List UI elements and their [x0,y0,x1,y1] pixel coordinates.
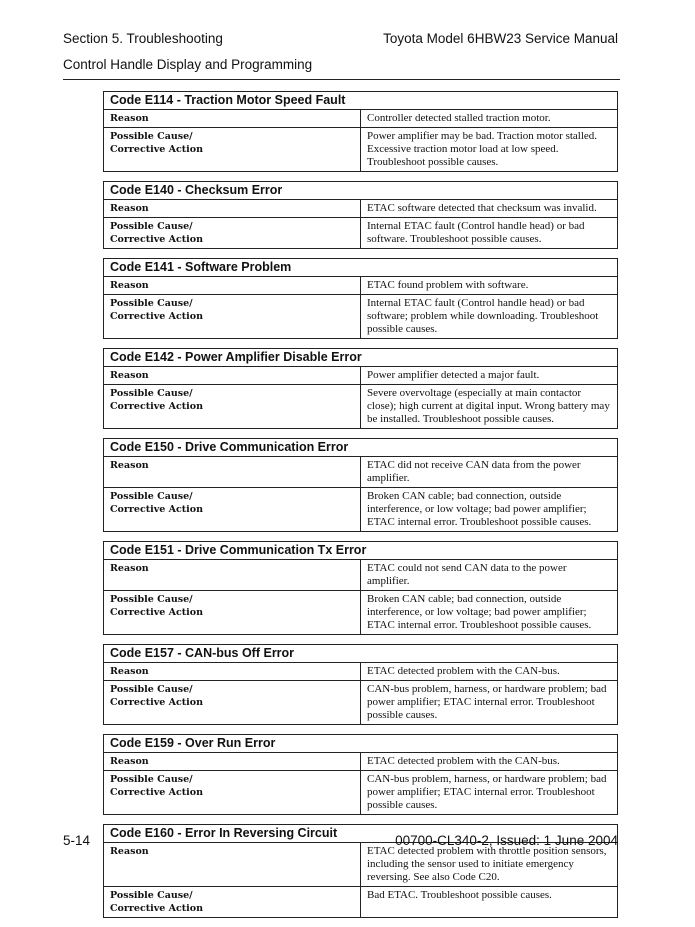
cause-label-line2: Corrective Action [110,787,204,798]
code-table-e114 [103,91,618,172]
cause-text: Internal ETAC fault (Control handle head) or bad software; problem while downloading. Troubleshoot possible causes. [361,295,618,339]
code-table-e151 [103,541,618,635]
footer-document-issue: 00700-CL340-2, Issued: 1 June 2004 [395,833,618,848]
cause-label-line1: Possible Cause/ [110,298,193,309]
cause-label [104,591,361,635]
footer-page-number: 5-14 [63,833,91,848]
reason-text: ETAC did not receive CAN data from the power amplifier. [361,457,618,488]
cause-label-line2: Corrective Action [110,401,204,412]
cause-label-line1: Possible Cause/ [110,684,193,695]
reason-text: ETAC could not send CAN data to the power amplifier. [361,560,618,591]
reason-label: Reason [104,753,361,771]
code-table-e150 [103,438,618,532]
reason-label: Reason [104,277,361,295]
header-section: Section 5. Troubleshooting [63,31,223,46]
reason-label: Reason [104,367,361,385]
header-manual-title: Toyota Model 6HBW23 Service Manual [383,31,618,46]
cause-label-line2: Corrective Action [110,234,204,245]
cause-label-line1: Possible Cause/ [110,594,193,605]
reason-label: Reason [104,110,361,128]
header-rule [63,79,620,80]
cause-text: Broken CAN cable; bad connection, outside interference, or low voltage; bad power amplifier; ETAC internal error. Troubleshoot possible causes. [361,591,618,635]
cause-label [104,218,361,249]
cause-label-line1: Possible Cause/ [110,890,193,901]
cause-label-line1: Possible Cause/ [110,491,193,502]
reason-text: ETAC found problem with software. [361,277,618,295]
cause-label-line2: Corrective Action [110,903,204,914]
code-table-e159 [103,734,618,815]
code-table-e142 [103,348,618,429]
cause-label-line1: Possible Cause/ [110,774,193,785]
cause-text: CAN-bus problem, harness, or hardware problem; bad power amplifier; ETAC internal error. Troubleshoot possible causes. [361,771,618,815]
cause-label [104,295,361,339]
cause-text: CAN-bus problem, harness, or hardware problem; bad power amplifier; ETAC internal error. Troubleshoot possible causes. [361,681,618,725]
code-table-e157 [103,644,618,725]
reason-label: Reason [104,457,361,488]
cause-text: Bad ETAC. Troubleshoot possible causes. [361,887,618,918]
cause-label-line1: Possible Cause/ [110,388,193,399]
code-title: Code E141 - Software Problem [104,259,618,277]
cause-label-line2: Corrective Action [110,504,204,515]
cause-label-line2: Corrective Action [110,311,204,322]
reason-text: Power amplifier detected a major fault. [361,367,618,385]
cause-label [104,385,361,429]
reason-text: ETAC detected problem with throttle position sensors, including the sensor used to initiate emergency reversing. See also Code C20. [361,843,618,887]
cause-label-line1: Possible Cause/ [110,131,193,142]
cause-label [104,771,361,815]
header-subtitle: Control Handle Display and Programming [63,57,313,72]
code-title: Code E150 - Drive Communication Error [104,439,618,457]
reason-label: Reason [104,200,361,218]
reason-label: Reason [104,560,361,591]
code-table-e140 [103,181,618,249]
cause-label-line2: Corrective Action [110,607,204,618]
cause-label [104,128,361,172]
reason-text: ETAC detected problem with the CAN-bus. [361,753,618,771]
cause-text: Severe overvoltage (especially at main contactor close); high current at digital input. Wrong battery may be installed. Troubleshoot possible causes. [361,385,618,429]
cause-label-line2: Corrective Action [110,144,204,155]
reason-text: ETAC software detected that checksum was invalid. [361,200,618,218]
cause-label-line1: Possible Cause/ [110,221,193,232]
reason-label: Reason [104,843,361,887]
reason-text: Controller detected stalled traction motor. [361,110,618,128]
code-title: Code E151 - Drive Communication Tx Error [104,542,618,560]
code-title: Code E159 - Over Run Error [104,735,618,753]
cause-label [104,488,361,532]
cause-label [104,887,361,918]
reason-text: ETAC detected problem with the CAN-bus. [361,663,618,681]
cause-text: Broken CAN cable; bad connection, outside interference, or low voltage; bad power amplifier; ETAC internal error. Troubleshoot possible causes. [361,488,618,532]
cause-label [104,681,361,725]
code-title: Code E157 - CAN-bus Off Error [104,645,618,663]
code-title: Code E114 - Traction Motor Speed Fault [104,92,618,110]
error-code-list [103,91,618,927]
code-table-e141 [103,258,618,339]
code-title: Code E140 - Checksum Error [104,182,618,200]
cause-text: Power amplifier may be bad. Traction motor stalled. Excessive traction motor load at low speed. Troubleshoot possible causes. [361,128,618,172]
code-title: Code E160 - Error In Reversing Circuit [104,825,618,843]
cause-label-line2: Corrective Action [110,697,204,708]
code-title: Code E142 - Power Amplifier Disable Error [104,349,618,367]
reason-label: Reason [104,663,361,681]
cause-text: Internal ETAC fault (Control handle head) or bad software. Troubleshoot possible causes. [361,218,618,249]
